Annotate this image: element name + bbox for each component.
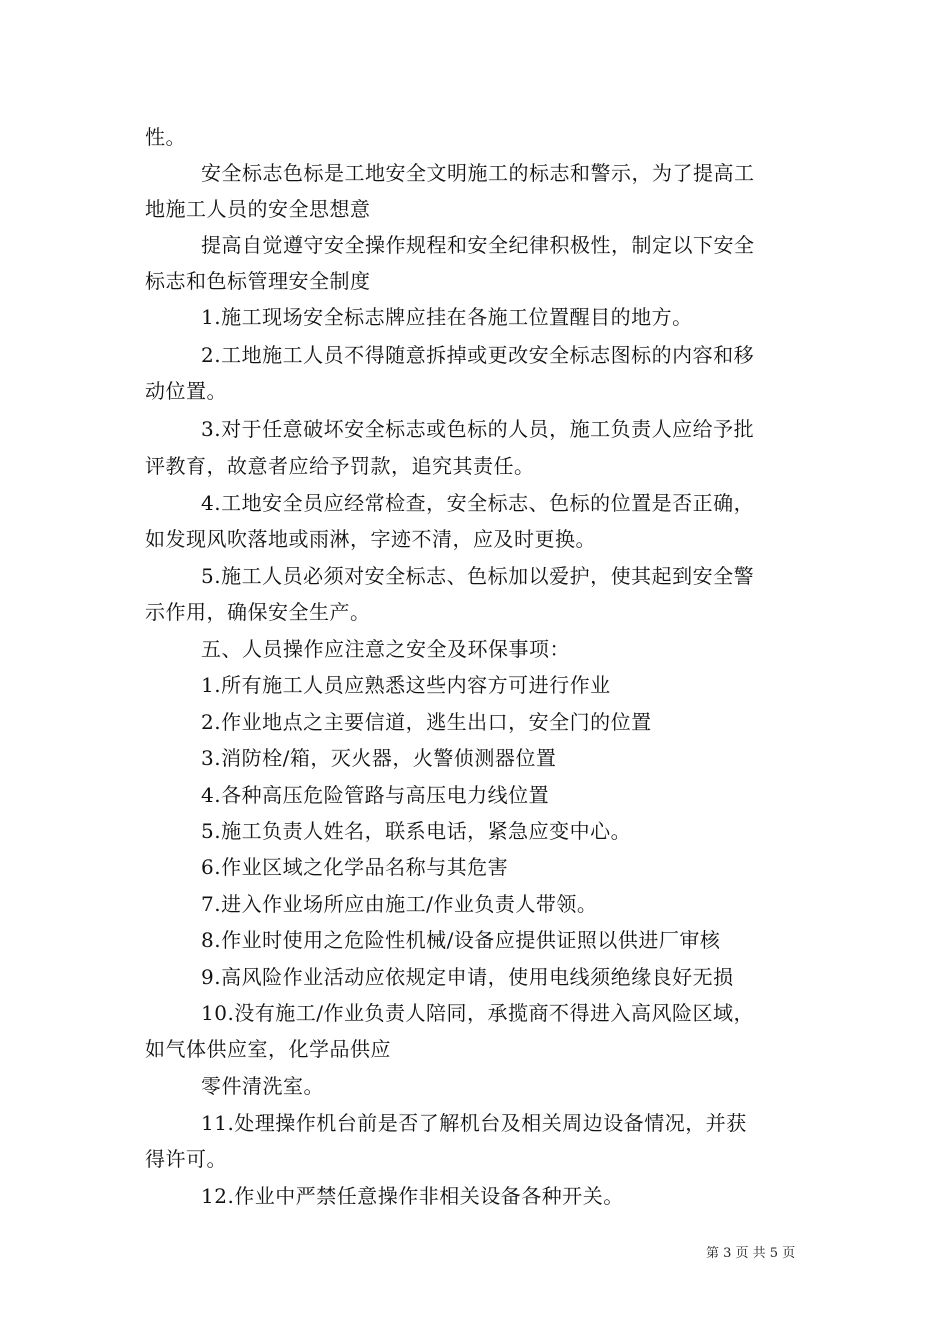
text-line: 5.施工负责人姓名，联系电话，紧急应变中心。 bbox=[201, 819, 632, 843]
text-line: 提高自觉遵守安全操作规程和安全纪律积极性，制定以下安全 bbox=[201, 233, 755, 257]
text-line: 1.所有施工人员应熟悉这些内容方可进行作业 bbox=[201, 673, 611, 697]
text-line: 5.施工人员必须对安全标志、色标加以爱护，使其起到安全警 bbox=[201, 564, 755, 588]
text-line: 得许可。 bbox=[145, 1147, 227, 1171]
text-line: 性。 bbox=[145, 125, 186, 149]
text-line: 评教育，故意者应给予罚款，追究其责任。 bbox=[145, 454, 535, 478]
text-line: 11.处理操作机台前是否了解机台及相关周边设备情况，并获 bbox=[201, 1111, 747, 1135]
text-line: 1.施工现场安全标志牌应挂在各施工位置醒目的地方。 bbox=[201, 305, 693, 329]
text-line: 7.进入作业场所应由施工/作业负责人带领。 bbox=[201, 892, 598, 916]
text-line: 零件清洗室。 bbox=[201, 1074, 324, 1098]
text-line: 10.没有施工/作业负责人陪同，承揽商不得进入高风险区域， bbox=[201, 1001, 755, 1025]
section-heading: 五、人员操作应注意之安全及环保事项： bbox=[201, 637, 570, 661]
text-line: 2.作业地点之主要信道，逃生出口，安全门的位置 bbox=[201, 710, 652, 734]
text-line: 9.高风险作业活动应依规定申请，使用电线须绝缘良好无损 bbox=[201, 965, 734, 989]
text-line: 3.消防栓/箱，灭火器，火警侦测器位置 bbox=[201, 746, 557, 770]
text-line: 动位置。 bbox=[145, 379, 227, 403]
text-line: 如发现风吹落地或雨淋，字迹不清，应及时更换。 bbox=[145, 527, 596, 551]
text-line: 标志和色标管理安全制度 bbox=[145, 269, 371, 293]
text-line: 8.作业时使用之危险性机械/设备应提供证照以供进厂审核 bbox=[201, 928, 721, 952]
text-line: 地施工人员的安全思想意 bbox=[145, 197, 371, 221]
text-line: 示作用，确保安全生产。 bbox=[145, 600, 371, 624]
text-line: 安全标志色标是工地安全文明施工的标志和警示，为了提高工 bbox=[201, 161, 755, 185]
text-line: 4.各种高压危险管路与高压电力线位置 bbox=[201, 783, 550, 807]
page-number: 第 3 页 共 5 页 bbox=[706, 1246, 796, 1261]
text-line: 如气体供应室，化学品供应 bbox=[145, 1037, 391, 1061]
text-line: 3.对于任意破坏安全标志或色标的人员，施工负责人应给予批 bbox=[201, 417, 755, 441]
text-line: 2.工地施工人员不得随意拆掉或更改安全标志图标的内容和移 bbox=[201, 343, 755, 367]
text-line: 4.工地安全员应经常检查，安全标志、色标的位置是否正确， bbox=[201, 491, 755, 515]
text-line: 12.作业中严禁任意操作非相关设备各种开关。 bbox=[201, 1184, 624, 1208]
text-line: 6.作业区域之化学品名称与其危害 bbox=[201, 855, 509, 879]
